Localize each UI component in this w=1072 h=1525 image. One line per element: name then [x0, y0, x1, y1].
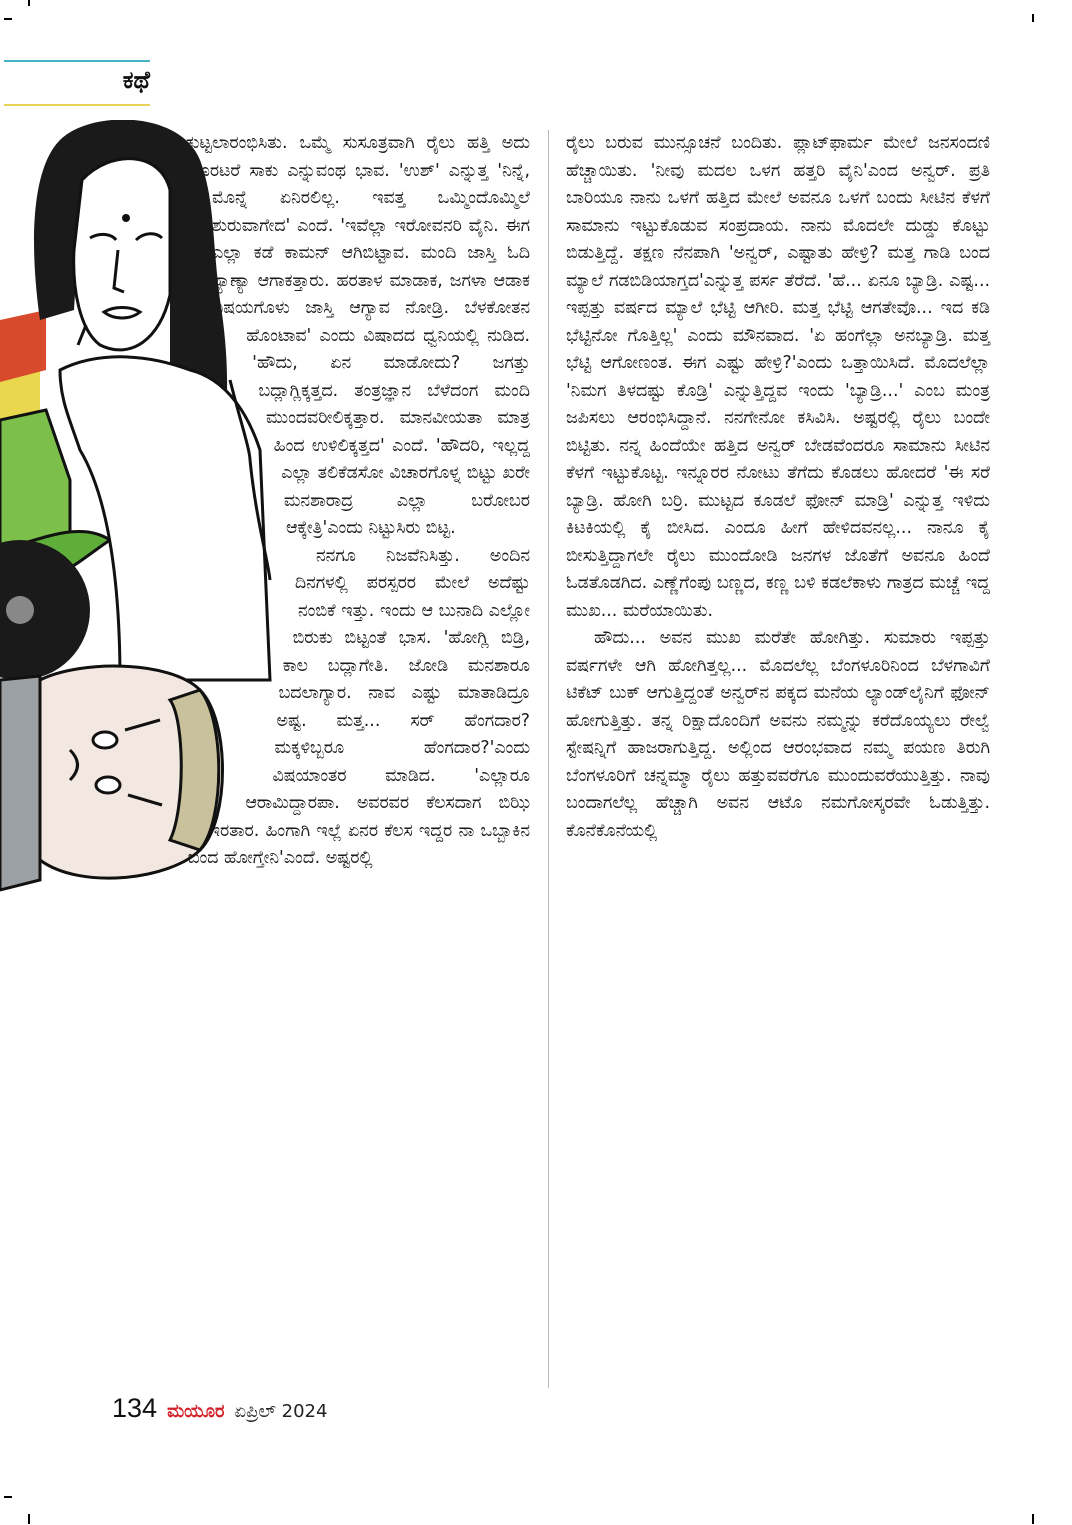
crop-mark-bottom-mid: [28, 1514, 30, 1524]
page-number: 134: [112, 1393, 158, 1423]
magazine-logo: ಮಯೂರ: [167, 1401, 225, 1422]
section-rule-top: [4, 60, 150, 62]
left-column: [112, 130, 530, 900]
right-paragraph-2: ಹೌದು... ಅವನ ಮುಖ ಮರೆತೇ ಹೋಗಿತ್ತು. ಸುಮಾರು ಇಪ್ಪತ್ತು ವರ್ಷಗಳೇ ಆಗಿ ಹೋಗಿತ್ತಲ್ಲ... ಮೊದಲೆಲ್ಲ ಬೆಂಗಳೂರಿನಿಂದ ಬೆಳಗಾವಿಗೆ ಟಿಕೆಟ್ ಬುಕ್ ಆಗುತ್ತಿದ್ದಂತೆ ಅನ್ವರ್‌ನ ಪಕ್ಕದ ಮನೆಯ ಲ್ಯಾಂಡ್‌ಲೈನಿಗೆ ಫೋನ್ ಹೋಗುತ್ತಿತ್ತು. ತನ್ನ ರಿಕ್ಷಾದೊಂದಿಗೆ ಅವನು ನಮ್ಮನ್ನು ಕರೆದೊಯ್ಯಲು ರೇಲ್ವೆ ಸ್ಟೇಷನ್ನಿಗೆ ಹಾಜರಾಗುತ್ತಿದ್ದ. ಅಲ್ಲಿಂದ ಆರಂಭವಾದ ನಮ್ಮ ಪಯಣ ತಿರುಗಿ ಬೆಂಗಳೂರಿಗೆ ಚನ್ನಮ್ಮಾ ರೈಲು ಹತ್ತುವವರೆಗೂ ಮುಂದುವರೆಯುತ್ತಿತ್ತು. ನಾವು ಬಂದಾಗಲೆಲ್ಲ ಹೆಚ್ಚಾಗಿ ಅವನ ಆಟೊ ನಮಗೋಸ್ಕರವೇ ಓಡುತ್ತಿತ್ತು. ಕೊನೆಕೊನೆಯಲ್ಲಿ: [566, 628, 990, 841]
right-column: [566, 130, 990, 845]
section-title: ಕಥೆ: [122, 66, 150, 94]
left-paragraph-1: ಕುಟ್ಟಲಾರಂಭಿಸಿತು. ಒಮ್ಮೆ ಸುಸೂತ್ರವಾಗಿ ರೈಲು ಹತ್ತಿ ಅದು ಹೊರಟರೆ ಸಾಕು ಎನ್ನುವಂಥ ಭಾವ. 'ಉಶ್' ಎನ್ನುತ್ತ 'ನಿನ್ನೆ, ಮೊನ್ನೆ ಏನಿರಲಿಲ್ಲ. ಇವತ್ತ ಒಮ್ಮಿಂದೊಮ್ಮಿಲೆ ಶುರುವಾಗೇದ' ಎಂದೆ. 'ಇವೆಲ್ಲಾ ಇರೋವನರಿ ವೈನಿ. ಈಗ ಎಲ್ಲಾ ಕಡೆ ಕಾಮನ್ ಆಗಿಬಿಟ್ಟಾವ. ಮಂದಿ ಜಾಸ್ತಿ ಓದಿ ಶ್ಯಾಣ್ಯಾ ಆಗಾಕತ್ತಾರು. ಹರತಾಳ ಮಾಡಾಕ, ಜಗಳಾ ಆಡಾಕ ವಿಷಯಗೊಳು ಜಾಸ್ತಿ ಆಗ್ಯಾವ ನೋಡ್ರಿ. ಬೆಳಕೋತನ ಹೊಂಟಾವ' ಎಂದು ವಿಷಾದದ ಧ್ವನಿಯಲ್ಲಿ ನುಡಿದ. 'ಹೌದು, ಏನ ಮಾಡೋದು? ಜಗತ್ತು ಬದ್ಲಾಗ್ಲಿಕ್ಕತ್ತದ. ತಂತ್ರಜ್ಞಾನ ಬೆಳೆದಂಗ ಮಂದಿ ಮುಂದವರೀಲಿಕ್ಕತ್ತಾರ. ಮಾನವೀಯತಾ ಮಾತ್ರ ಹಿಂದ ಉಳಿಲಿಕ್ಕತ್ತದ' ಎಂದೆ. 'ಹೌದರಿ, ಇಲ್ಲದ್ದ ಎಲ್ಲಾ ತಲಿಕೆಡಸೋ ವಿಚಾರಗೊಳ್ನ ಬಿಟ್ಟು ಖರೇ ಮನಶಾರಾದ್ರ ಎಲ್ಲಾ ಬರೋಬರ ಆಕ್ಕೇತ್ರಿ'ಎಂದು ನಿಟ್ಟುಸಿರು ಬಿಟ್ಟ.: [186, 133, 530, 538]
crop-mark-top-left: [4, 18, 12, 20]
section-rule-bottom: [4, 104, 150, 106]
crop-mark-bottom-right: [1032, 1514, 1034, 1524]
crop-mark-bottom-left: [4, 1496, 12, 1498]
red-block: [0, 310, 46, 382]
issue-date: ಏಪ್ರಿಲ್ 2024: [234, 1401, 328, 1422]
column-divider: [548, 130, 549, 1388]
left-paragraph-2: ನನಗೂ ನಿಜವೆನಿಸಿತ್ತು. ಅಂದಿನ ದಿನಗಳಲ್ಲಿ ಪರಸ್ಪರರ ಮೇಲೆ ಅದೆಷ್ಟು ನಂಬಿಕೆ ಇತ್ತು. ಇಂದು ಆ ಬುನಾದಿ ಎಲ್ಲೋ ಬಿರುಕು ಬಿಟ್ಟಂತೆ ಭಾಸ. 'ಹೋಗ್ಲಿ ಬಿಡ್ರಿ, ಕಾಲ ಬದ್ಲಾಗೇತಿ. ಜೋಡಿ ಮನಶಾರೂ ಬದಲಾಗ್ಯಾರ. ನಾವ ಎಷ್ಟು ಮಾತಾಡಿದ್ರೂ ಅಷ್ಟ. ಮತ್ತ... ಸರ್ ಹೆಂಗದಾರ? ಮಕ್ಕಳಿಬ್ಬರೂ ಹೆಂಗದಾರ?'ಎಂದು ವಿಷಯಾಂತರ ಮಾಡಿದ. 'ಎಲ್ಲಾರೂ ಆರಾಮಿದ್ದಾರಪಾ. ಅವರವರ ಕೆಲಸದಾಗ ಬಿಝಿ ಇರತಾರ. ಹಿಂಗಾಗಿ ಇಲ್ಲೆ ಏನರ ಕೆಲಸ ಇದ್ದರ ನಾ ಒಬ್ಬಾಕಿನ ಬಂದ ಹೋಗ್ತೇನಿ'ಎಂದೆ. ಅಷ್ಟರಲ್ಲಿ: [187, 545, 530, 868]
crop-mark-top-mid: [28, 0, 30, 6]
page-footer: [112, 1393, 327, 1429]
man-shirt: [0, 676, 40, 890]
right-paragraph-1: ರೈಲು ಬರುವ ಮುನ್ಸೂಚನೆ ಬಂದಿತು. ಪ್ಲಾಟ್‌ಫಾರ್ಮ ಮೇಲೆ ಜನಸಂದಣಿ ಹೆಚ್ಚಾಯಿತು. 'ನೀವು ಮದಲ ಒಳಗ ಹತ್ತರಿ ವೈನಿ'ಎಂದ ಅನ್ವರ್. ಪ್ರತಿ ಬಾರಿಯೂ ನಾನು ಒಳಗೆ ಹತ್ತಿದ ಮೇಲೆ ಅವನೂ ಒಳಗೆ ಬಂದು ಸೀಟಿನ ಕೆಳಗೆ ಸಾಮಾನು ಇಟ್ಟುಕೊಡುವ ಸಂಪ್ರದಾಯ. ನಾನು ಮೊದಲೇ ದುಡ್ಡು ಕೊಟ್ಟು ಬಿಡುತ್ತಿದ್ದೆ. ತಕ್ಷಣ ನೆನಪಾಗಿ 'ಅನ್ವರ್, ಎಷ್ಟಾತು ಹೇಳ್ರಿ? ಮತ್ತ ಗಾಡಿ ಬಂದ ಮ್ಯಾಲೆ ಗಡಬಿಡಿಯಾಗ್ತದ'ಎನ್ನುತ್ತ ಪರ್ಸ ತೆರೆದೆ. 'ಹೆ... ಏನೂ ಬ್ಯಾಡ್ರಿ. ಎಷ್ಟ... ಇಪ್ಪತ್ತು ವರ್ಷದ ಮ್ಯಾಲೆ ಭೆಟ್ಟಿ ಆಗೀರಿ. ಮತ್ತ ಭೆಟ್ಟಿ ಆಗತೇವೊ... ಇದ ಕಡಿ ಭೆಟ್ಟಿನೋ ಗೊತ್ತಿಲ್ಲ' ಎಂದು ಮೌನವಾದ. 'ಏ ಹಂಗೆಲ್ಲಾ ಅನಬ್ಯಾಡ್ರಿ. ಮತ್ತ ಭೆಟ್ಟಿ ಆಗೋಣಂತ. ಈಗ ಎಷ್ಟು ಹೇಳ್ರಿ?'ಎಂದು ಒತ್ತಾಯಿಸಿದೆ. ಮೊದಲೆಲ್ಲಾ 'ನಿಮಗ ತಿಳದಷ್ಟು ಕೊಡ್ರಿ' ಎನ್ನುತ್ತಿದ್ದವ ಇಂದು 'ಬ್ಯಾಡ್ರಿ...' ಎಂಬ ಮಂತ್ರ ಜಪಿಸಲು ಆರಂಭಿಸಿದ್ದಾನೆ. ನನಗೇನೋ ಕಸಿವಿಸಿ. ಅಷ್ಟರಲ್ಲಿ ರೈಲು ಬಂದೇ ಬಿಟ್ಟಿತು. ನನ್ನ ಹಿಂದೆಯೇ ಹತ್ತಿದ ಅನ್ವರ್ ಬೇಡವೆಂದರೂ ಸಾಮಾನು ಸೀಟಿನ ಕೆಳಗೆ ಇಟ್ಟುಕೊಟ್ಟ. ಇನ್ನೂರರ ನೋಟು ತೆಗೆದು ಕೊಡಲು ಹೋದರೆ 'ಈ ಸರೆ ಬ್ಯಾಡ್ರಿ. ಹೋಗಿ ಬರ್ರಿ. ಮುಟ್ಟದ ಕೂಡಲೆ ಫೋನ್ ಮಾಡ್ರಿ' ಎನ್ನುತ್ತ ಇಳಿದು ಕಿಟಕಿಯಲ್ಲಿ ಕೈ ಬೀಸಿದ. ಎಂದೂ ಹೀಗೆ ಹೇಳಿದವನಲ್ಲ... ನಾನೂ ಕೈ ಬೀಸುತ್ತಿದ್ದಾಗಲೇ ರೈಲು ಮುಂದೋಡಿ ಜನಗಳ ಜೊತೆಗೆ ಅವನೂ ಹಿಂದೆ ಓಡತೊಡಗಿದ. ಎಣ್ಣೆಗೆಂಪು ಬಣ್ಣದ, ಕಣ್ಣ ಬಳಿ ಕಡಲೆಕಾಳು ಗಾತ್ರದ ಮಚ್ಚೆ ಇದ್ದ ಮುಖ... ಮರೆಯಾಯಿತು.: [566, 133, 990, 621]
crop-mark-top-right: [1032, 14, 1034, 22]
